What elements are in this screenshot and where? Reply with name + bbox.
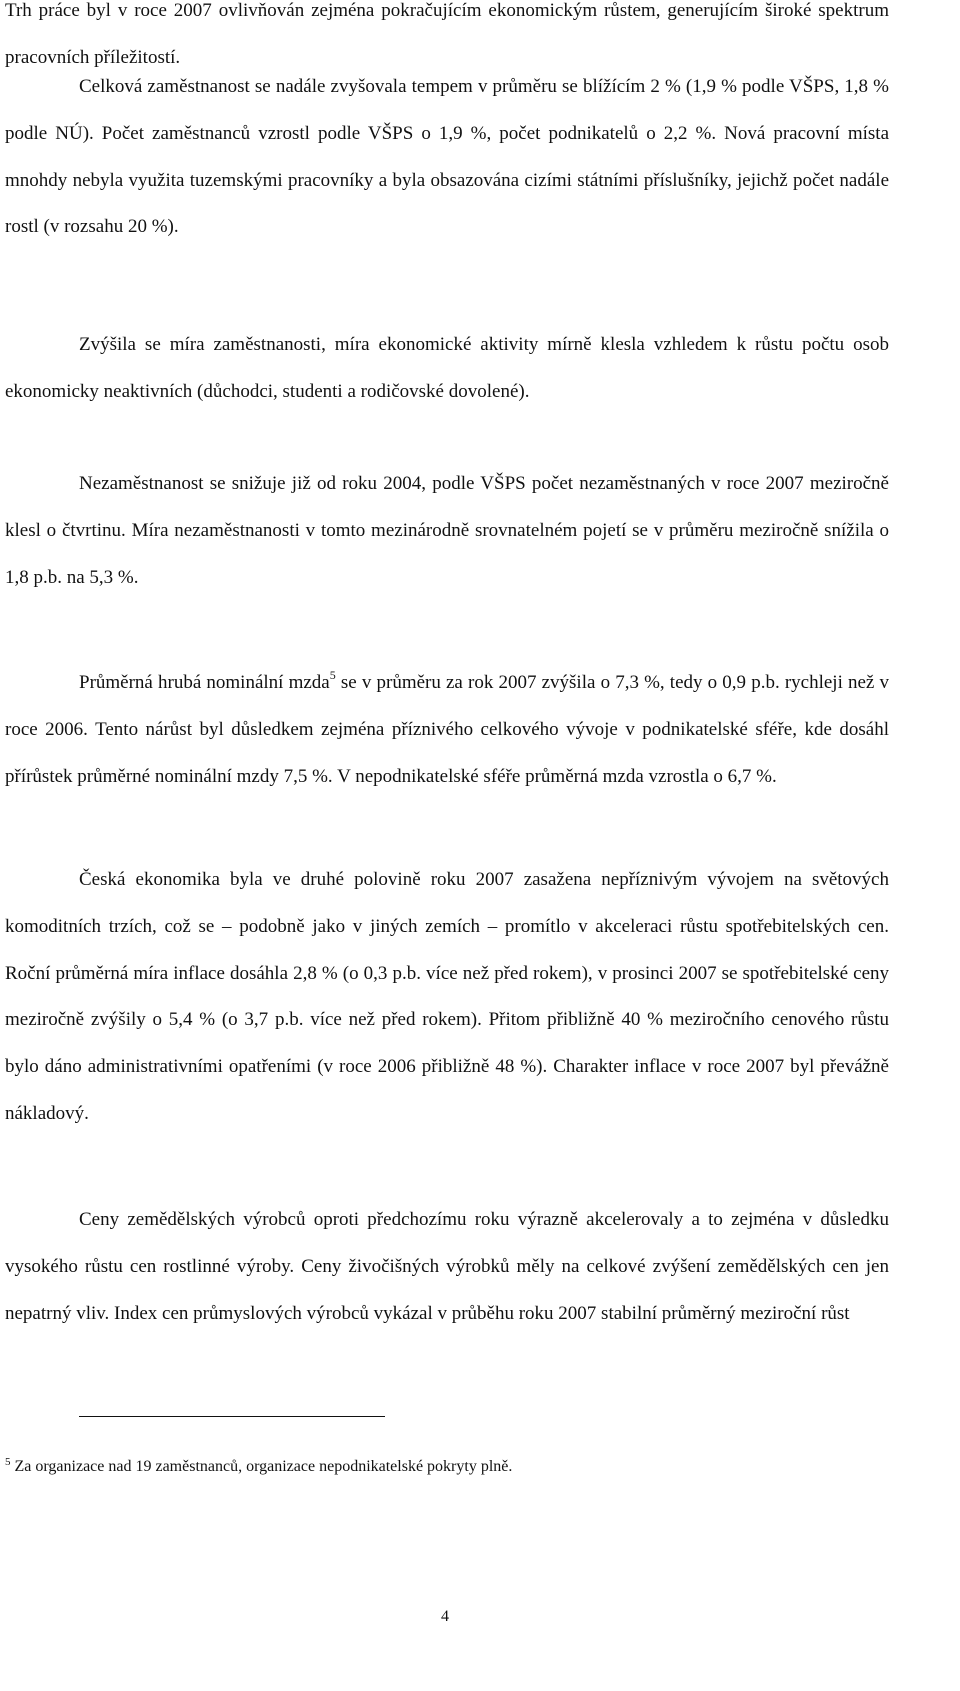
footnote-divider	[79, 1416, 385, 1417]
paragraph-unemployment: Nezaměstnanost se snižuje již od roku 2004, podle VŠPS počet nezaměstnaných v roce 2007 meziročně klesl o čtvrtinu. Míra nezaměstnanosti v tomto mezinárodně srovnatelném pojetí se v průměru meziročně snížila o 1,8 p.b. na 5,3 %.	[5, 473, 889, 588]
wages-text-end: se v průměru za rok 2007 zvýšila o 7,3 %, tedy o 0,9 p.b. rychleji než v roce 2006. Tento nárůst byl důsledkem zejména příznivého celkového vývoje v podnikatelské sféře, kde dosáhl přírůstek průměrné nominální mzdy 7,5 %. V nepodnikatelské sféře průměrná mzda vzrostla o 6,7 %.	[5, 672, 890, 787]
paragraph-producer-prices: Ceny zemědělských výrobců oproti předchozímu roku výrazně akcelerovaly a to zejména v důsledku vysokého růstu cen rostlinné výroby. Ceny živočišných výrobků měly na celkové zvýšení zemědělských cen jen nepatrný vliv. Index cen průmyslových výrobců vykázal v průběhu roku 2007 stabilní průměrný meziroční růst	[5, 1209, 889, 1324]
paragraph-employment-rate: Zvýšila se míra zaměstnanosti, míra ekonomické aktivity mírně klesla vzhledem k růstu počtu osob ekonomicky neaktivních (důchodci, studenti a rodičovské dovolené).	[5, 334, 889, 402]
paragraph-wages	[5, 660, 889, 800]
paragraph-employment: Celková zaměstnanost se nadále zvyšovala tempem v průměru se blížícím 2 % (1,9 % podle VŠPS, 1,8 % podle NÚ). Počet zaměstnanců vzrostl podle VŠPS o 1,9 %, počet podnikatelů o 2,2 %. Nová pracovní místa mnohdy nebyla využita tuzemskými pracovníky a byla obsazována cizími státními příslušníky, jejichž počet nadále rostl (v rozsahu 20 %).	[5, 76, 889, 238]
footnote-text: Za organizace nad 19 zaměstnanců, organizace nepodnikatelské pokryty plně.	[10, 1458, 513, 1475]
footnote-reference[interactable]: 5	[329, 668, 336, 682]
wages-text-start: Průměrná hrubá nominální mzda	[79, 672, 330, 693]
footnote-marker: 5	[5, 1456, 11, 1468]
paragraph-labor-market: Trh práce byl v roce 2007 ovlivňován zejména pokračujícím ekonomickým růstem, generujícím široké spektrum pracovních příležitostí.	[5, 0, 889, 68]
paragraph-inflation: Česká ekonomika byla ve druhé polovině roku 2007 zasažena nepříznivým vývojem na světových komoditních trzích, což se – podobně jako v jiných zemích – promítlo v akceleraci růstu spotřebitelských cen. Roční průměrná míra inflace dosáhla 2,8 % (o 0,3 p.b. více než před rokem), v prosinci 2007 se spotřebitelské ceny meziročně zvýšily o 5,4 % (o 3,7 p.b. více než před rokem). Přitom přibližně 40 % meziročního cenového růstu bylo dáno administrativními opatřeními (v roce 2006 přibližně 48 %). Charakter inflace v roce 2007 byl převážně nákladový.	[5, 869, 889, 1124]
footnote	[5, 1456, 889, 1478]
page-number: 4	[441, 1608, 449, 1625]
